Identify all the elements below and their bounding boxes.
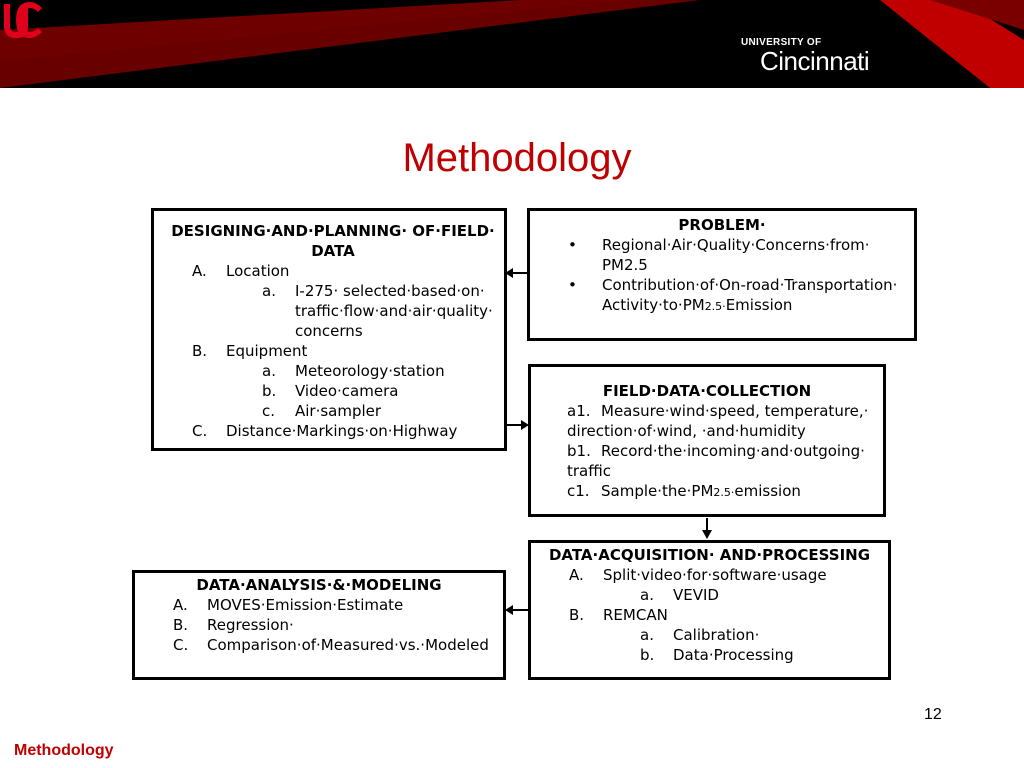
problem-item2-line1: Contribution·of·On-road·Transportation· — [602, 276, 898, 294]
acquisition-calibration: Calibration· — [673, 626, 760, 644]
university-name: Cincinnati — [760, 46, 870, 76]
problem-item1-line2: PM2.5 — [602, 256, 648, 274]
location-detail-line1: I-275· selected·based·on· — [295, 282, 485, 300]
list-marker: b1. — [567, 442, 591, 460]
arrow-right-icon — [505, 418, 529, 432]
problem-item2-line2: Activity·to·PM — [602, 296, 705, 314]
location-item: Location — [226, 262, 290, 280]
list-marker: a. — [262, 282, 276, 300]
list-marker: A. — [173, 596, 188, 614]
field-a1-line1: Measure·wind·speed, temperature,· — [601, 402, 869, 420]
field-heading: FIELD·DATA·COLLECTION — [602, 382, 812, 400]
university-logo-mark — [0, 0, 44, 42]
arrow-left-icon — [505, 603, 529, 617]
field-a1-line2: direction·of·wind, ·and·humidity — [567, 422, 806, 440]
header-decoration — [0, 0, 1024, 88]
data-acquisition-box — [528, 540, 891, 680]
designing-heading-line1: DESIGNING·AND·PLANNING· OF·FIELD· — [171, 222, 495, 240]
list-marker: a1. — [567, 402, 591, 420]
equipment-air-sampler: Air·sampler — [295, 402, 382, 420]
list-marker: c1. — [567, 482, 590, 500]
data-analysis-box — [132, 570, 506, 680]
page-number: 12 — [924, 706, 942, 723]
list-marker: b. — [640, 646, 655, 664]
slide-title: Methodology — [402, 136, 632, 180]
designing-planning-box — [151, 208, 507, 451]
acquisition-remcan: REMCAN — [603, 606, 668, 624]
bullet-icon: • — [568, 236, 577, 254]
analysis-regression: Regression· — [207, 616, 294, 634]
field-c1-end: emission — [734, 482, 801, 500]
acquisition-data-processing: Data·Processing — [673, 646, 794, 664]
field-c1-subscript: 2.5· — [713, 486, 735, 499]
field-b1-line2: traffic — [567, 462, 611, 480]
analysis-moves: MOVES·Emission·Estimate — [207, 596, 404, 614]
distance-markings-item: Distance·Markings·on·Highway — [226, 422, 458, 440]
list-marker: B. — [173, 616, 189, 634]
university-label: UNIVERSITY OF — [741, 37, 822, 48]
problem-heading: PROBLEM· — [678, 216, 766, 234]
list-marker: A. — [569, 566, 584, 584]
arrow-down-icon — [700, 517, 714, 539]
list-marker: c. — [262, 402, 276, 420]
location-detail-line2: traffic·flow·and·air·quality· — [295, 302, 493, 320]
bullet-icon: • — [568, 276, 577, 294]
list-marker: C. — [192, 422, 208, 440]
analysis-comparison: Comparison·of·Measured·vs.·Modeled — [207, 636, 489, 654]
list-marker: a. — [262, 362, 276, 380]
list-marker: a. — [640, 626, 654, 644]
arrow-left-icon — [505, 266, 529, 280]
problem-box — [527, 208, 917, 341]
field-b1-line1: Record·the·incoming·and·outgoing· — [601, 442, 865, 460]
list-marker: A. — [192, 262, 207, 280]
list-marker: a. — [640, 586, 654, 604]
field-c1-text: Sample·the·PM — [601, 482, 714, 500]
problem-item2-subscript: 2.5· — [704, 300, 726, 313]
list-marker: C. — [173, 636, 189, 654]
equipment-item: Equipment — [226, 342, 308, 360]
problem-item1-line1: Regional·Air·Quality·Concerns·from· — [602, 236, 870, 254]
acquisition-vevid: VEVID — [673, 586, 719, 604]
acquisition-split-video: Split·video·for·software·usage — [603, 566, 827, 584]
designing-heading-line2: DATA — [311, 242, 355, 260]
list-marker: b. — [262, 382, 277, 400]
list-marker: B. — [569, 606, 585, 624]
acquisition-heading: DATA·ACQUISITION· AND·PROCESSING — [548, 546, 871, 564]
equipment-meteorology: Meteorology·station — [295, 362, 445, 380]
equipment-video: Video·camera — [295, 382, 399, 400]
footer-section-title: Methodology — [14, 742, 114, 759]
field-data-collection-box — [528, 364, 886, 517]
header-band — [0, 0, 1024, 88]
location-detail-line3: concerns — [295, 322, 363, 340]
problem-item2-line2-end: Emission — [725, 296, 793, 314]
list-marker: B. — [192, 342, 208, 360]
analysis-heading: DATA·ANALYSIS·&·MODELING — [196, 576, 442, 594]
